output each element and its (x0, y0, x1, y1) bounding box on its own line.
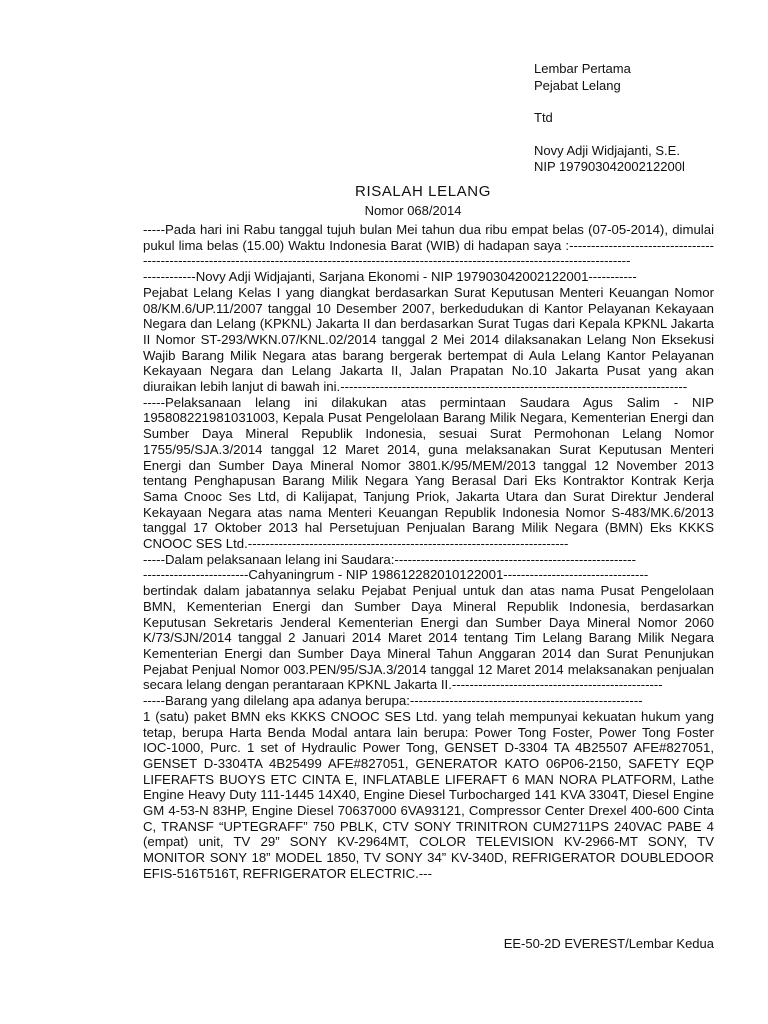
paragraph-auction-officer: ------------Novy Adji Widjajanti, Sarjana Ekonomi - NIP 197903042002122001----------- (143, 269, 637, 285)
paragraph-opening: -----Pada hari ini Rabu tanggal tujuh bulan Mei tahun dua ribu empat belas (07-05-2014), dimulai pukul lima belas (15.00) Waktu Indonesia Barat (WIB) di hadapan saya :------------------------------------------------------------------------------------------------------------------------------------------------ (143, 222, 714, 269)
official-title: Pejabat Lelang (534, 77, 621, 93)
paragraph-items-list: 1 (satu) paket BMN eks KKKS CNOOC SES Ltd. yang telah mempunyai kekuatan hukum yang tetap, berupa Harta Benda Modal antara lain berupa: Power Tong Foster, Power Tong Foster IOC-1000, Purc. 1 set of Hydraulic Power Tong, GENSET D-3304 TA 4B25507 AFE#827051, GENSET D-3304TA 4B25499 AFE#827051, GENERATOR KATO 06P06-2150, SAFETY EQP LIFERAFTS BUOYS ETC CINTA E, INFLATABLE LIFERAFT 6 MAN NORA PLATFORM, Lathe Engine Heavy Duty 111-1445 14X40, Engine Diesel Turbocharged 141 KVA 3304T, Diesel Engine GM 4-53-N 83HP, Engine Diesel 70637000 6VA93121, Compressor Center Drexel 400-600 Cinta C, TRANSF “UPTEGRAFF” 750 PBLK, CTV SONY TRINITRON CUM2711PS 240VAC PABE 4 (empat) unit, TV 29” SONY KV-2964MT, COLOR TELEVISION KV-2966-MT SONY, TV MONITOR SONY 18” MODEL 1850, TV SONY 34” KV-340D, REFRIGERATOR DOUBLEDOOR EFIS-516T516T, REFRIGERATOR ELECTRIC.--- (143, 708, 714, 881)
official-nip: NIP 19790304200212200l (534, 159, 685, 174)
paragraph-seller-name: ------------------------Cahyaningrum - NIP 198612282010122001--------------------------------- (143, 567, 649, 583)
paragraph-request: -----Pelaksanaan lelang ini dilakukan atas permintaan Saudara Agus Salim - NIP 195808221981031003, Kepala Pusat Pengelolaan Barang Milik Negara, Kementerian Energi dan Sumber Daya Mineral Republik Indonesia, sesuai Surat Permohonan Lelang Nomor 1755/95/SJA.3/2014 tanggal 12 Maret 2014, guna melaksanakan Surat Keputusan Menteri Energi dan Sumber Daya Mineral Nomor 3801.K/95/MEM/2013 tanggal 12 November 2013 tentang Penghapusan Barang Milik Negara Yang Berasal Dari Eks Kontraktor Kontrak Kerja Sama Cnooc Ses Ltd, di Kalijapat, Tanjung Priok, Jakarta Utara dan Surat Direktur Jenderal Kekayaan Negara atas nama Menteri Keuangan Republik Indonesia Nomor S-483/MK.6/2013 tanggal 17 Oktober 2013 hal Persetujuan Penjualan Barang Milik Negara (BMN) Eks KKKS CNOOC SES Ltd.------------------------------------------------------------------------- (143, 394, 714, 552)
paragraph-seller-intro: -----Dalam pelaksanaan lelang ini Saudara:------------------------------------------------------- (143, 551, 636, 567)
paragraph-seller-authority: bertindak dalam jabatannya selaku Pejabat Penjual untuk dan atas nama Pusat Pengelolaan BMN, Kementerian Energi dan Sumber Daya Mineral Republik Indonesia, berdasarkan Keputusan Sekretaris Jenderal Kementerian Energi dan Sumber Daya Mineral Nomor 2060 K/73/SJN/2014 tanggal 2 Januari 2014 Maret 2014 tentang Tim Lelang Barang Milik Negara Kementerian Energi dan Sumber Daya Mineral Tahun Anggaran 2014 dan Surat Penunjukan Pejabat Penjual Nomor 003.PEN/95/SJA.3/2014 tanggal 12 Maret 2014 melaksanakan penjualan secara lelang dengan perantaraan KPKNL Jakarta II.------------------------------------------------ (143, 583, 714, 693)
copy-label: Lembar Pertama (534, 61, 631, 76)
signature-block (534, 61, 685, 176)
paragraph-officer-appointment: Pejabat Lelang Kelas I yang diangkat berdasarkan Surat Keputusan Menteri Keuangan Nomor 08/KM.6/UP.11/2007 tanggal 10 Desember 2007, berkedudukan di Kantor Pelayanan Kekayaan Negara dan Lelang (KPKNL) Jakarta II dan berdasarkan Surat Tugas dari Kepala KPKNL Jakarta II Nomor ST-293/WKN.07/KNL.02/2014 tanggal 2 Mei 2014 dilaksanakan Lelang Non Eksekusi Wajib Barang Milik Negara atas barang bergerak bertempat di Aula Lelang Kantor Pelayanan Kekayaan Negara dan Lelang Jakarta II, Jalan Prapatan No.10 Jakarta Pusat yang akan diuraikan lebih lanjut di bawah ini.------------------------------------------------------------------------------- (143, 284, 714, 395)
paragraph-items-intro: -----Barang yang dilelang apa adanya berupa:----------------------------------------------------- (143, 693, 643, 709)
signed-mark: Ttd (534, 110, 553, 125)
document-body (143, 222, 714, 882)
document-title: RISALAH LELANG (355, 183, 491, 200)
official-name: Novy Adji Widjajanti, S.E. (534, 142, 680, 158)
footer-form-code: EE-50-2D EVEREST/Lembar Kedua (503, 936, 714, 951)
document-number: Nomor 068/2014 (364, 203, 462, 218)
